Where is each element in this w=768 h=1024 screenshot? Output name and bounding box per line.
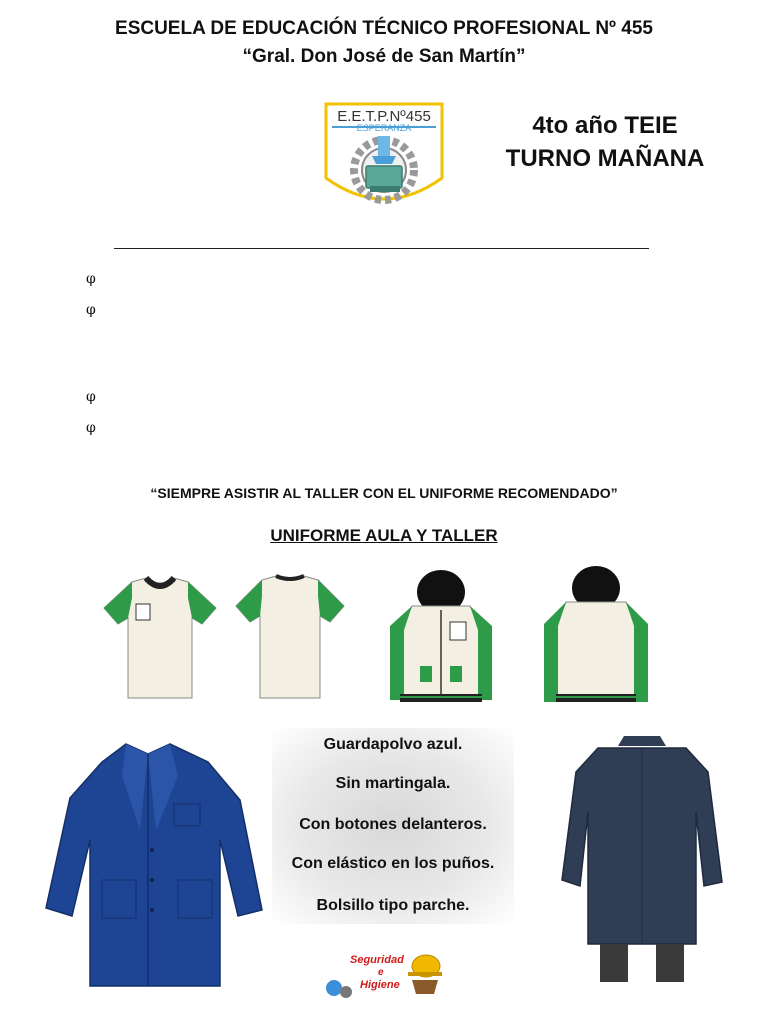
school-name: ESCUELA DE EDUCACIÓN TÉCNICO PROFESIONAL Nº 455 [115,18,653,39]
safety-hygiene-logo [322,950,444,1002]
safety-logo-line3: Higiene [360,979,400,991]
coat-back-view-image [558,732,726,984]
note-item: Sin martingala. [335,775,451,792]
bullet-marker: φ [86,302,96,318]
header-divider [114,248,649,249]
tshirt-back-image [234,574,346,704]
note-item: Con botones delanteros. [299,816,487,833]
safety-logo-line2: e [378,967,384,978]
jacket-back-image [540,566,652,710]
note-item: Guardapolvo azul. [323,736,463,753]
note-item: Bolsillo tipo parche. [316,897,470,914]
school-crest-logo [322,100,446,216]
note-item: Con elástico en los puños. [291,855,495,872]
course-shift: TURNO MAÑANA [505,145,705,172]
crest-title: E.E.T.P.Nº455 [337,108,431,125]
jacket-front-image [386,570,496,710]
bullet-marker: φ [86,389,96,405]
tshirt-front-image [102,574,218,704]
school-subtitle: “Gral. Don José de San Martín” [242,46,526,67]
bullet-marker: φ [86,420,96,436]
blue-labcoat-image [44,740,264,990]
uniform-heading: UNIFORME AULA Y TALLER [270,526,498,545]
safety-figure-icon [326,980,342,996]
motto-text: “SIEMPRE ASISTIR AL TALLER CON EL UNIFORME RECOMENDADO” [150,485,618,501]
bullet-marker: φ [86,271,96,287]
safety-logo-line1: Seguridad [350,954,404,966]
course-year: 4to año TEIE [532,112,678,139]
